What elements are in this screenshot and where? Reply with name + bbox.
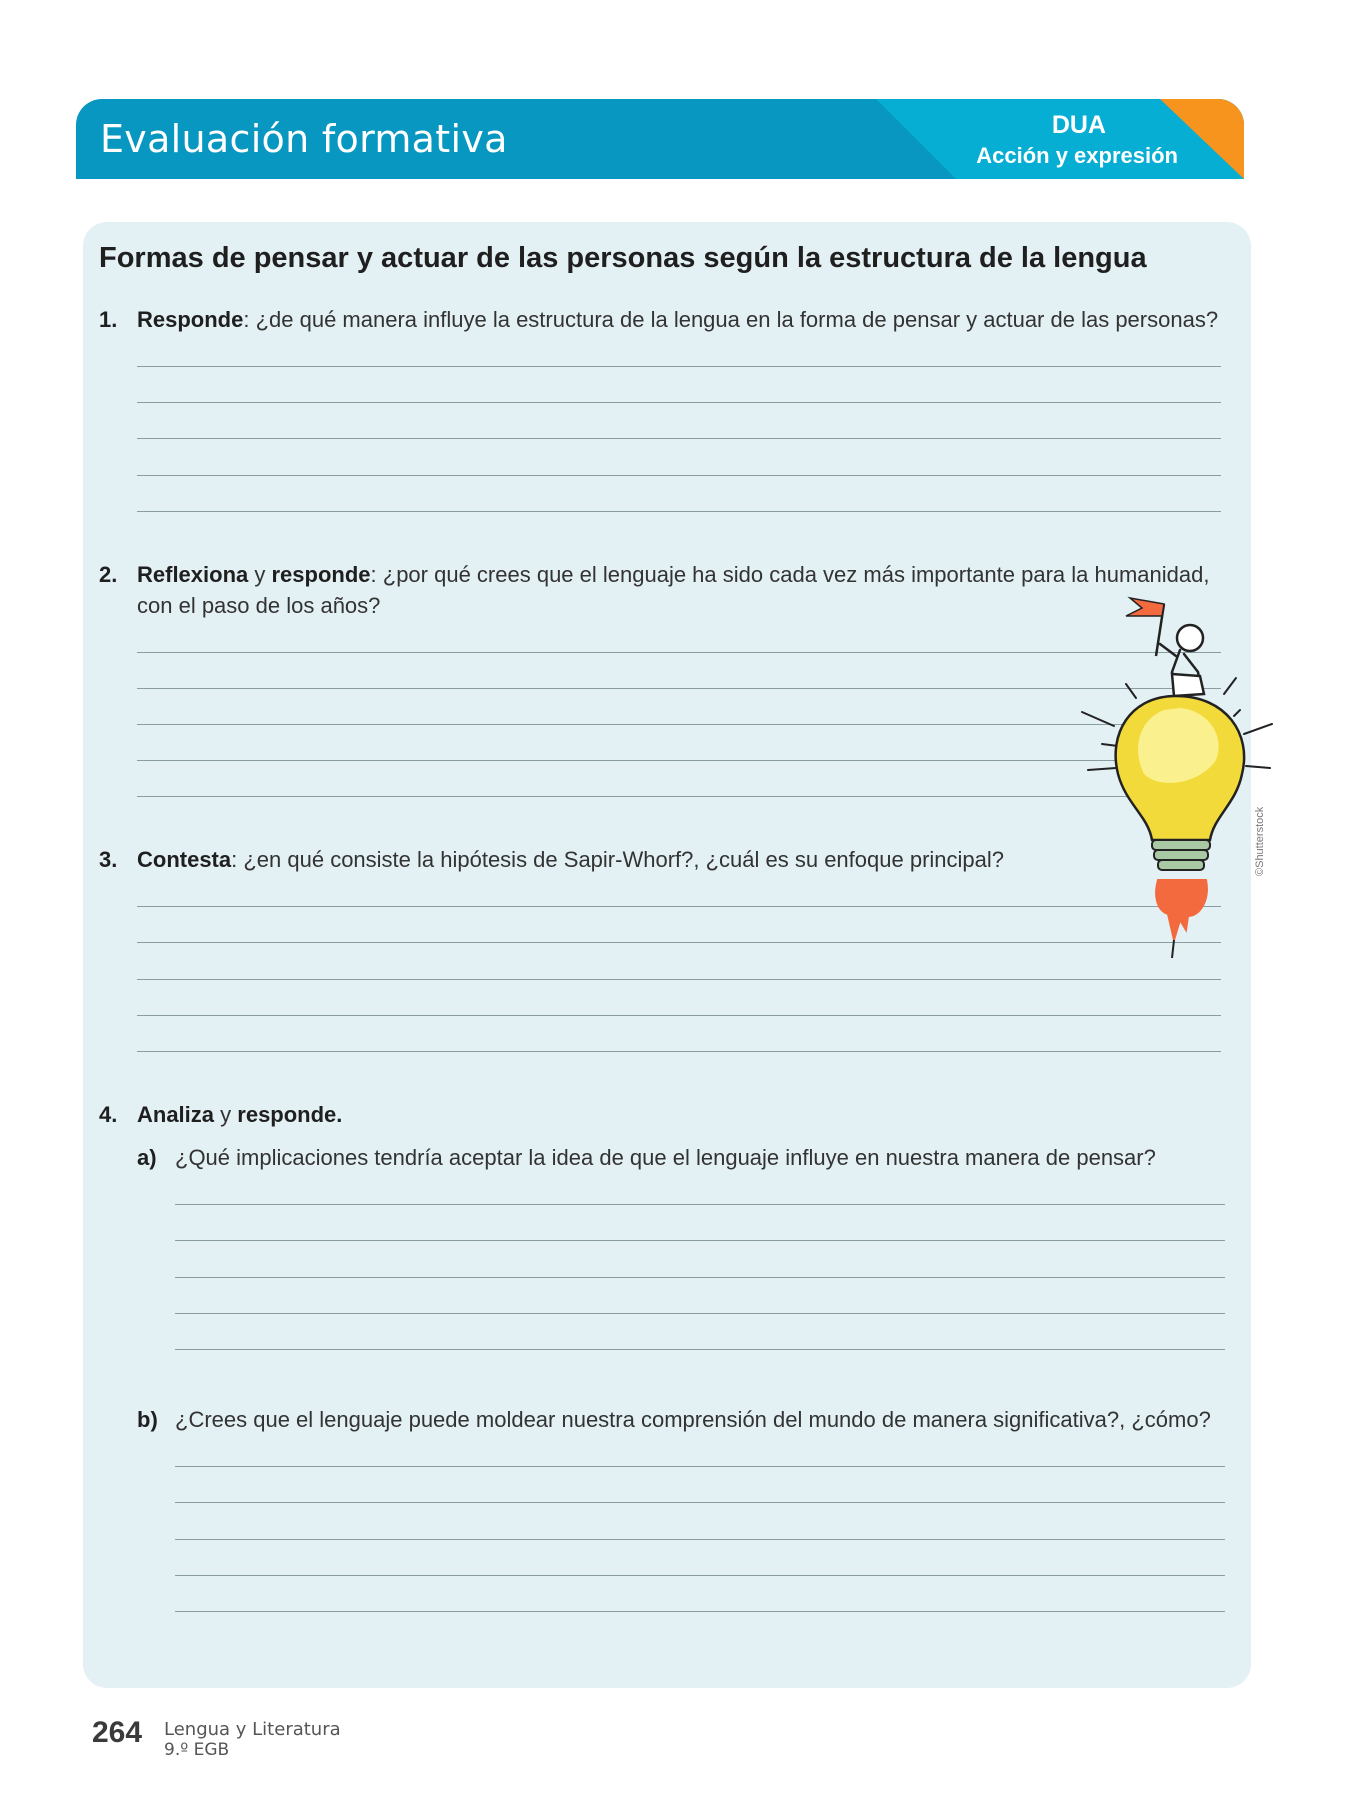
question-verb: Responde <box>137 307 244 332</box>
answer-line[interactable] <box>137 652 1221 653</box>
answer-line[interactable] <box>175 1240 1225 1241</box>
question-number: 3. <box>99 847 118 872</box>
question-text: ¿Qué implicaciones tendría aceptar la idea de que el lenguaje influye en nuestra manera de pensar? <box>175 1145 1156 1170</box>
page-title: Evaluación formativa <box>100 117 508 161</box>
question-4 <box>99 1099 1237 1130</box>
question-text: ¿Crees que el lenguaje puede moldear nuestra comprensión del mundo de manera significativa?, ¿cómo? <box>175 1407 1211 1432</box>
answer-line[interactable] <box>175 1313 1225 1314</box>
dua-label: DUA <box>1051 111 1106 139</box>
dua-subtitle: Acción y expresión <box>976 143 1178 168</box>
answer-line[interactable] <box>137 366 1221 367</box>
question-verb: Analiza <box>137 1102 215 1127</box>
flag-icon <box>1126 598 1164 656</box>
question-4b <box>137 1404 1245 1435</box>
question-1 <box>99 304 1237 335</box>
footer-grade: 9.º EGB <box>164 1740 230 1760</box>
answer-line[interactable] <box>175 1502 1225 1503</box>
question-verb-2: responde <box>271 562 371 587</box>
answer-line[interactable] <box>137 760 1221 761</box>
section-title: Formas de pensar y actuar de las personas según la estructura de la lengua <box>99 242 1147 274</box>
question-text: : ¿por qué crees que el lenguaje ha sido cada vez más importante para la humanidad, con el paso de los años? <box>137 562 1210 618</box>
sub-label: b) <box>137 1407 158 1432</box>
lightbulb-icon <box>1116 696 1244 870</box>
answer-line[interactable] <box>175 1539 1225 1540</box>
answer-line[interactable] <box>137 796 1221 797</box>
question-text: : ¿en qué consiste la hipótesis de Sapir-Whorf?, ¿cuál es su enfoque principal? <box>231 847 1004 872</box>
answer-line[interactable] <box>137 942 1221 943</box>
question-connector: y <box>214 1102 238 1127</box>
answer-line[interactable] <box>175 1466 1225 1467</box>
answer-line[interactable] <box>175 1575 1225 1576</box>
answer-line[interactable] <box>137 1015 1221 1016</box>
question-connector: y <box>248 562 272 587</box>
answer-line[interactable] <box>137 979 1221 980</box>
sub-label: a) <box>137 1145 157 1170</box>
answer-line[interactable] <box>137 724 1221 725</box>
page-number: 264 <box>92 1716 143 1749</box>
question-number: 1. <box>99 307 118 332</box>
lightbulb-rocket-illustration <box>1060 594 1280 966</box>
answer-line[interactable] <box>175 1349 1225 1350</box>
footer-subject: Lengua y Literatura <box>164 1719 341 1740</box>
question-verb-2: responde. <box>237 1102 343 1127</box>
question-text: : ¿de qué manera influye la estructura de la lengua en la forma de pensar y actuar de las personas? <box>243 307 1219 332</box>
answer-line[interactable] <box>137 688 1221 689</box>
answer-line[interactable] <box>175 1204 1225 1205</box>
answer-line[interactable] <box>137 402 1221 403</box>
answer-line[interactable] <box>175 1611 1225 1612</box>
answer-line[interactable] <box>137 438 1221 439</box>
header-banner <box>76 99 1244 179</box>
image-credit: ©Shutterstock <box>1254 806 1266 876</box>
question-verb: Contesta <box>137 847 232 872</box>
answer-line[interactable] <box>137 475 1221 476</box>
answer-line[interactable] <box>137 906 1221 907</box>
person-icon <box>1160 625 1204 696</box>
question-number: 4. <box>99 1102 118 1127</box>
question-4a <box>137 1142 1245 1173</box>
answer-line[interactable] <box>137 1051 1221 1052</box>
question-verb: Reflexiona <box>137 562 249 587</box>
question-number: 2. <box>99 562 118 587</box>
answer-line[interactable] <box>137 511 1221 512</box>
flame-icon <box>1156 880 1207 958</box>
answer-line[interactable] <box>175 1277 1225 1278</box>
